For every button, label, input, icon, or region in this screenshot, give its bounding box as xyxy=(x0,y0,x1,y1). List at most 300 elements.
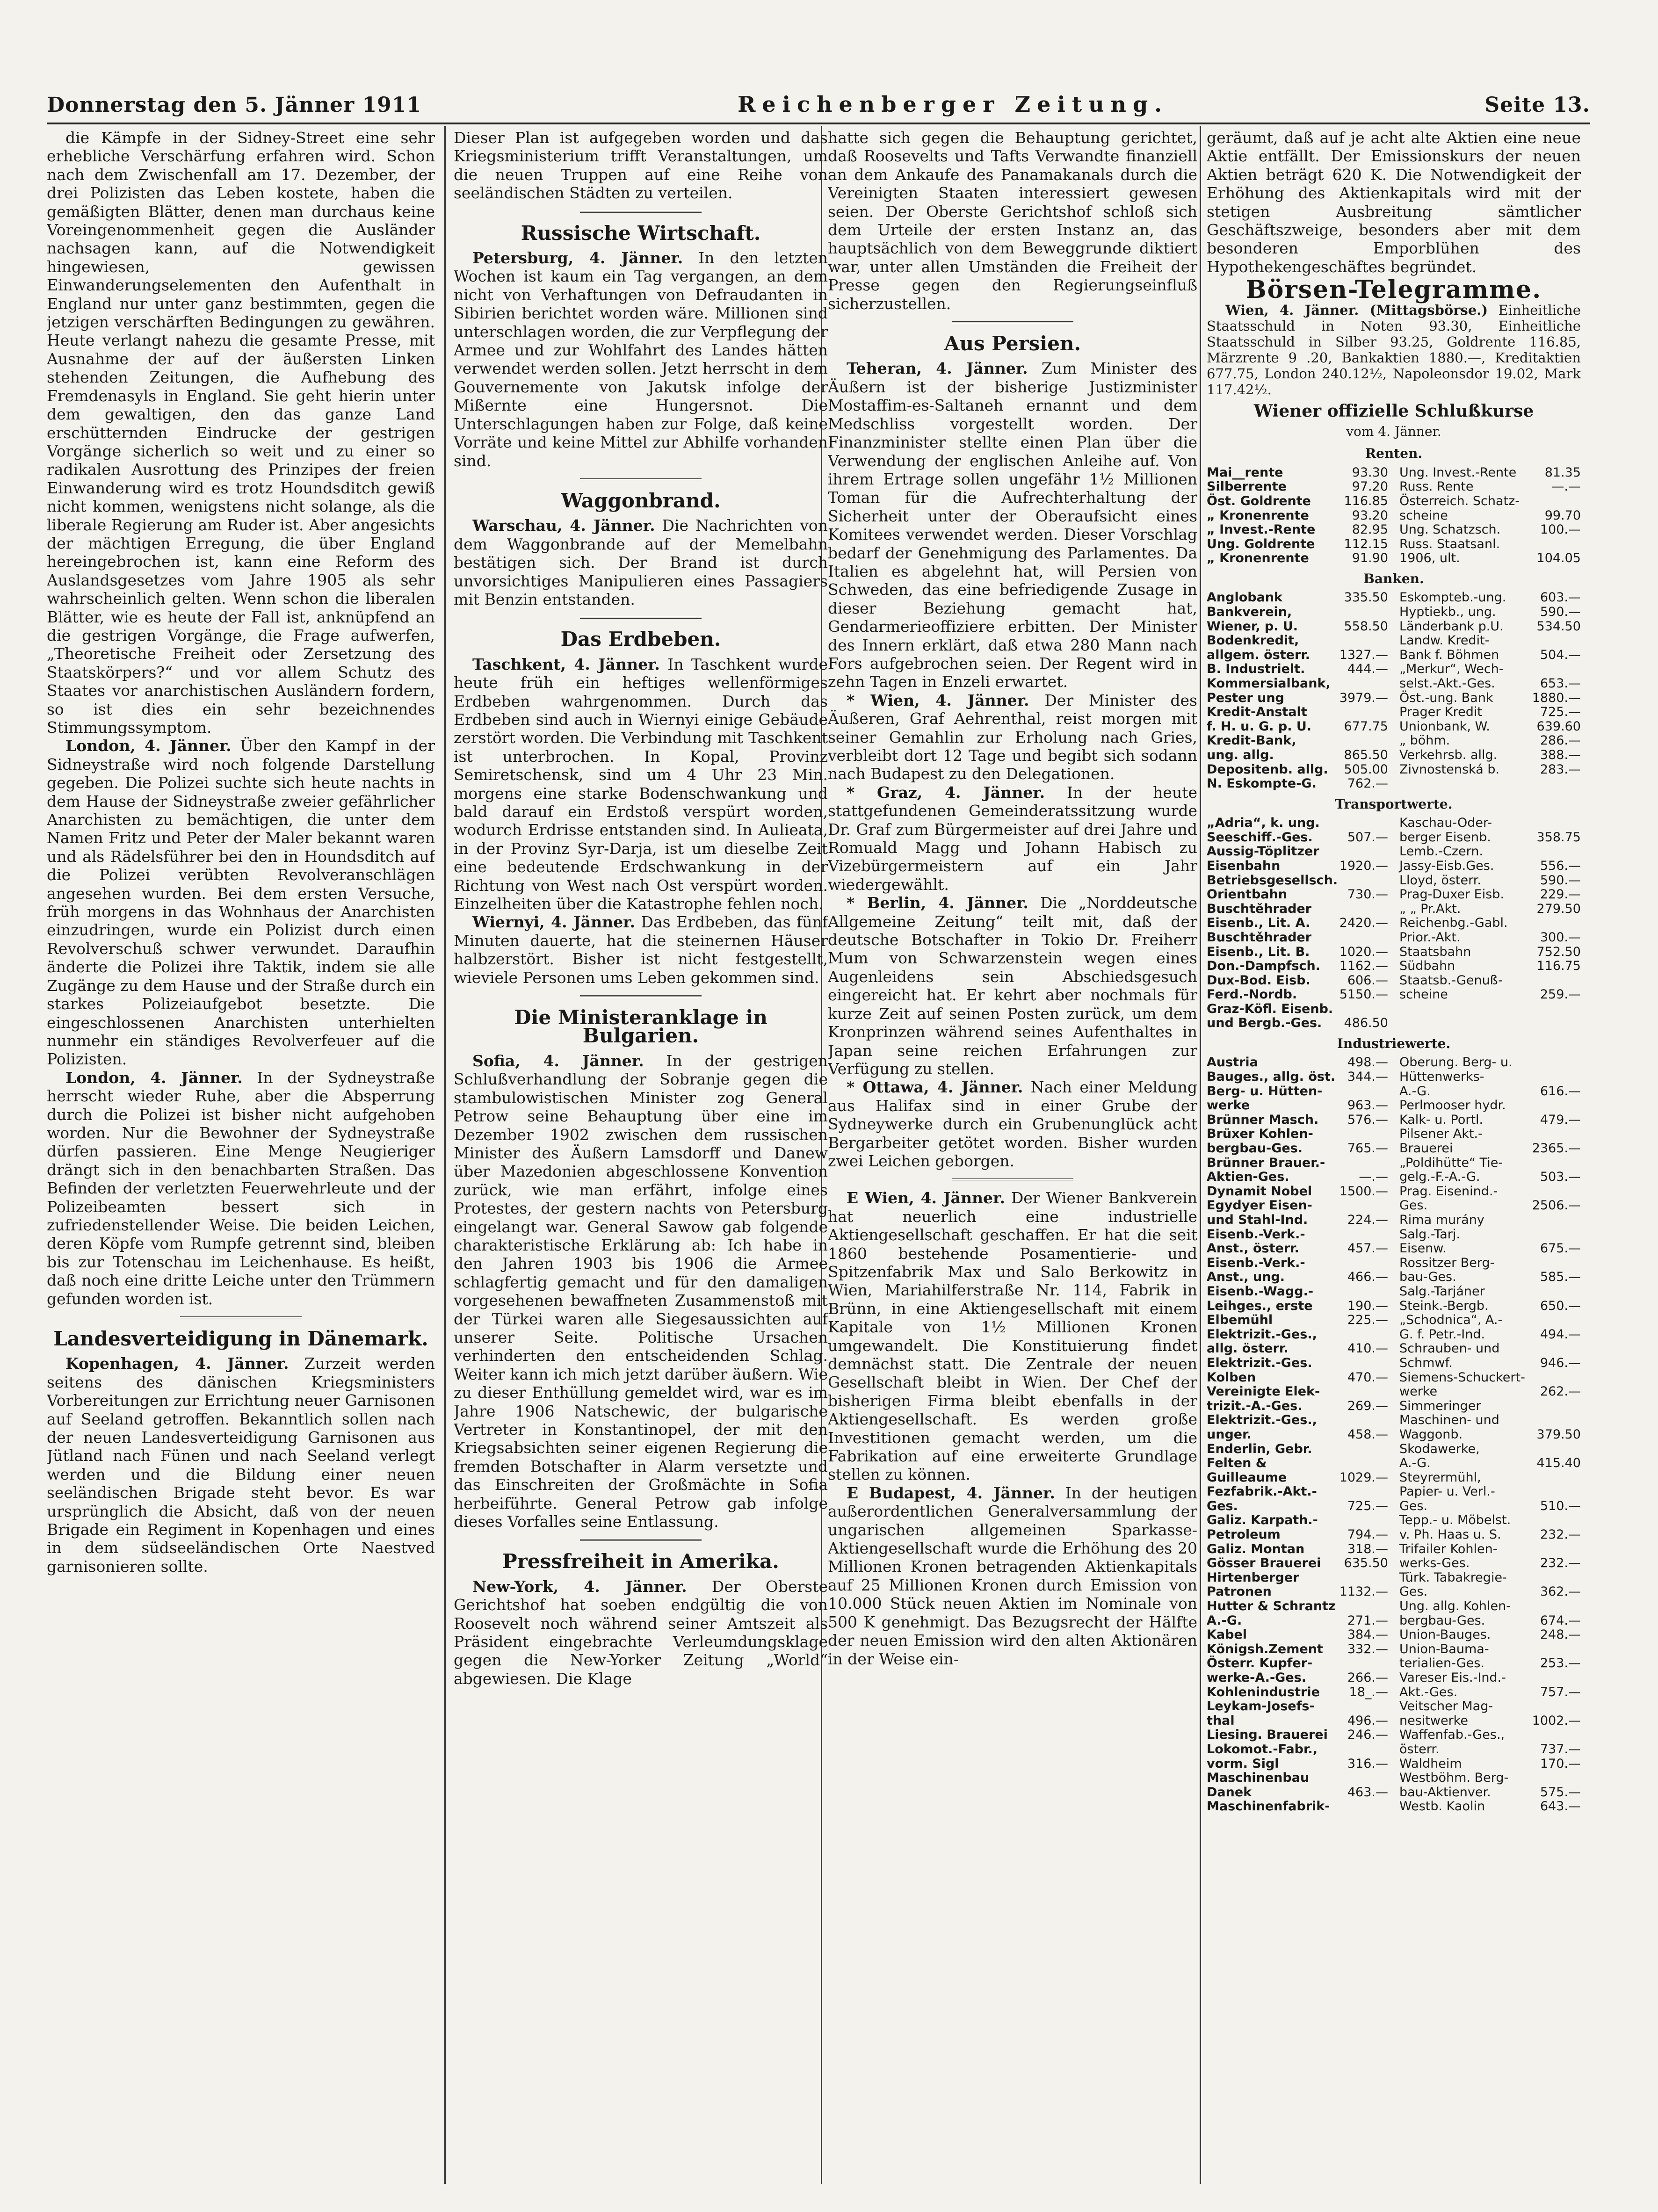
transport-table xyxy=(1207,816,1581,1031)
quote-value xyxy=(1579,1399,1581,1414)
security-name: Galiz. Karpath.- xyxy=(1207,1513,1318,1528)
security-name: Wiener, p. U. xyxy=(1207,619,1298,634)
quote-value: 737.— xyxy=(1540,1742,1581,1757)
quote-row xyxy=(1207,1399,1388,1414)
security-name: Kommersialbank, xyxy=(1207,676,1331,691)
security-name: Aktien-Ges. xyxy=(1207,1170,1289,1185)
security-name: Ges. xyxy=(1399,1498,1428,1513)
wien-boerse-report xyxy=(1207,302,1581,398)
quote-row xyxy=(1399,509,1581,523)
paragraph-text: Über den Kampf in der Sidneystraße wird noch folgende Darstellung gegeben. Die Polizei suchte sich heute nachts in dem Hause der Sidneystraße zweier gefährlicher Anarchisten zu bemächtigen, die unter dem Namen Fritz und Peter der Maler bekannt waren und als Rädelsführer bei den in Houndsditch auf die Polizei verübten Revolveranschlägen angesehen wurden. Bei dem ersten Versuche, früh morgens in das Wohnhaus der Anarchisten einzudringen, wurde ein Polizist durch einen Revolverschuß schwer verwundet. Daraufhin änderte die Polizei ihre Taktik, indem sie alle Zugänge zu dem Hause und der Straße durch ein starkes Polizeiaufgebot besetzte. Die eingeschlossenen Anarchisten unterhielten nunmehr ein ständiges Revolverfeuer auf die Polizisten. xyxy=(47,737,435,1069)
security-name: Union-Bauma- xyxy=(1399,1641,1489,1656)
article-paragraph xyxy=(828,359,1197,691)
quote-row xyxy=(1207,1571,1388,1585)
quote-row xyxy=(1399,591,1581,605)
quote-row xyxy=(1399,551,1581,566)
quote-value: 3979.— xyxy=(1339,690,1388,705)
quote-row xyxy=(1207,1757,1388,1771)
security-name: Königsh.Zement xyxy=(1207,1641,1323,1656)
article-paragraph xyxy=(828,894,1197,1078)
quote-row xyxy=(1207,662,1388,677)
quote-row xyxy=(1207,859,1388,874)
quote-row xyxy=(1399,677,1581,691)
quote-row xyxy=(1399,1413,1581,1428)
quote-value xyxy=(1386,1599,1388,1614)
security-name: Prager Kredit xyxy=(1399,705,1482,720)
dateline: * Wien, 4. Jänner. xyxy=(847,691,1029,709)
security-name: Danek xyxy=(1207,1785,1252,1800)
quote-value: 99.70 xyxy=(1544,508,1581,523)
quote-value: 730.— xyxy=(1347,887,1388,902)
security-name: Austria xyxy=(1207,1055,1258,1070)
quote-value: 534.50 xyxy=(1536,619,1581,634)
article-paragraph xyxy=(454,249,828,470)
quote-value: 93.30 xyxy=(1352,465,1388,480)
security-name: „Adria“, k. ung. xyxy=(1207,816,1320,831)
security-name: Don.-Dampfsch. xyxy=(1207,959,1321,974)
quote-row xyxy=(1399,874,1581,888)
security-name: Reichenbg.-Gabl. xyxy=(1399,916,1508,931)
quote-value: 190.— xyxy=(1347,1298,1388,1313)
quote-row xyxy=(1399,1385,1581,1399)
quote-value: 112.15 xyxy=(1344,536,1388,551)
industrie-left xyxy=(1207,1055,1388,1814)
quote-row xyxy=(1399,1685,1581,1700)
quote-row xyxy=(1207,1299,1388,1314)
quote-row xyxy=(1207,1170,1388,1185)
quote-value xyxy=(1579,916,1581,931)
quote-row xyxy=(1207,1084,1388,1099)
quote-row xyxy=(1207,1385,1388,1399)
paragraph-text: In der heute stattgefundenen Gemeinderatssitzung wurde Dr. Graf zum Bürgermeister auf drei Jahre und Romuald Magg und Johann Habisch zu Vizebürgermeistern auf ein Jahr wiedergewählt. xyxy=(828,783,1197,894)
quote-row xyxy=(1207,1542,1388,1557)
security-name: österr. xyxy=(1399,1742,1440,1757)
quote-row xyxy=(1399,620,1581,634)
quote-row xyxy=(1207,988,1388,1002)
quote-value xyxy=(1579,1771,1581,1786)
quote-value: 1132.— xyxy=(1339,1584,1388,1599)
quote-row xyxy=(1399,1728,1581,1742)
security-name: Russ. Staatsanl. xyxy=(1399,536,1500,551)
quote-row xyxy=(1399,1127,1581,1142)
security-name: Kolben xyxy=(1207,1370,1256,1385)
security-name: Unionbank, W. xyxy=(1399,719,1490,734)
quote-row xyxy=(1399,816,1581,831)
quote-value: —.— xyxy=(1551,479,1581,494)
security-name: Siemens-Schuckert- xyxy=(1399,1370,1525,1385)
quote-value: 1500.— xyxy=(1339,1184,1388,1199)
quote-value: 558.50 xyxy=(1344,619,1388,634)
quote-row xyxy=(1207,620,1388,634)
quote-value xyxy=(1579,1642,1581,1657)
quote-value xyxy=(1579,1671,1581,1685)
section-separator xyxy=(580,617,702,619)
article-paragraph xyxy=(828,691,1197,783)
quote-value xyxy=(1386,874,1388,888)
quote-row xyxy=(1399,1356,1581,1371)
quote-row xyxy=(1207,537,1388,552)
quote-value: 232.— xyxy=(1540,1556,1581,1571)
quote-value xyxy=(1386,734,1388,748)
quote-row xyxy=(1207,1771,1388,1786)
security-name: Jassy-Eisb.Ges. xyxy=(1399,858,1494,873)
quote-value: 104.05 xyxy=(1536,551,1581,566)
security-name: Eisenb.-Verk.- xyxy=(1207,1255,1305,1270)
quote-value: 590.— xyxy=(1540,605,1581,620)
quote-value: 100.— xyxy=(1540,522,1581,537)
security-name: werks-Ges. xyxy=(1399,1556,1470,1571)
transport-left xyxy=(1207,816,1388,1031)
quote-value: 1162.— xyxy=(1339,959,1388,974)
security-name: Ung. Schatzsch. xyxy=(1399,522,1501,537)
security-name: Berg- u. Hütten- xyxy=(1207,1084,1323,1099)
security-name: Brauerei xyxy=(1399,1141,1453,1156)
security-name: Österreich. Schatz- xyxy=(1399,494,1520,509)
headline-pressfreiheit: Pressfreiheit in Amerika. xyxy=(502,1550,779,1573)
quote-row xyxy=(1399,1256,1581,1271)
security-name: Eisenb., Lit. B. xyxy=(1207,944,1310,959)
section-separator xyxy=(580,211,702,213)
section-transport: Transportwerte. xyxy=(1335,796,1453,812)
security-name: werke xyxy=(1399,1384,1438,1399)
quote-value: 479.— xyxy=(1540,1112,1581,1127)
quote-row xyxy=(1207,1585,1388,1599)
banken-left xyxy=(1207,591,1388,791)
quote-value xyxy=(1386,1485,1388,1499)
quote-row xyxy=(1207,1656,1388,1671)
security-name: Waffenfab.-Ges., xyxy=(1399,1728,1505,1742)
quote-value xyxy=(1579,1699,1581,1714)
quote-value: 316.— xyxy=(1347,1756,1388,1771)
security-name: Liesing. Brauerei xyxy=(1207,1728,1328,1742)
quote-value: 232.— xyxy=(1540,1527,1581,1542)
quote-row xyxy=(1207,1671,1388,1685)
quote-row xyxy=(1207,648,1388,663)
security-name: Pilsener Akt.- xyxy=(1399,1127,1483,1142)
quote-row xyxy=(1207,1113,1388,1128)
newspaper-title: Reichenberger Zeitung. xyxy=(738,92,1169,117)
security-name: Papier- u. Verl.- xyxy=(1399,1484,1495,1499)
quote-value: 344.— xyxy=(1347,1070,1388,1084)
quote-row xyxy=(1399,1642,1581,1657)
dateline: Taschkent, 4. Jänner. xyxy=(472,655,660,673)
quote-row xyxy=(1399,691,1581,706)
dateline: Teheran, 4. Jänner. xyxy=(847,359,1028,378)
quote-value: 865.50 xyxy=(1344,747,1388,762)
paragraph-text: Die Nachrichten von dem Waggonbrande auf der Memelbahn bestätigen sich. Der Brand ist durch unvorsichtiges Manipulieren eines Passagiers mit Benzin entstanden. xyxy=(454,516,828,608)
quote-row xyxy=(1207,902,1388,917)
security-name: Salg.-Tarj. xyxy=(1399,1227,1460,1242)
security-name: Salg.-Tarjáner xyxy=(1399,1284,1485,1299)
quote-row xyxy=(1399,1714,1581,1728)
security-name: Lokomot.-Fabr., xyxy=(1207,1742,1318,1757)
quote-row xyxy=(1399,748,1581,763)
quote-value xyxy=(1386,1228,1388,1242)
quote-value xyxy=(1579,634,1581,648)
quote-value xyxy=(1386,1742,1388,1757)
quote-row xyxy=(1207,720,1388,734)
security-name: A.-G. xyxy=(1399,1084,1431,1099)
security-name: Anst., ung. xyxy=(1207,1270,1285,1285)
quote-value: 606.— xyxy=(1347,973,1388,988)
quote-value: 224.— xyxy=(1347,1213,1388,1227)
quote-row xyxy=(1207,1699,1388,1714)
quote-row xyxy=(1399,1786,1581,1800)
quote-value: 2365.— xyxy=(1532,1141,1581,1156)
security-name: Eisenb., Lit. A. xyxy=(1207,916,1310,931)
quote-value: 279.50 xyxy=(1536,901,1581,916)
banken-table xyxy=(1207,591,1581,791)
paragraph-text: Zum Minister des Äußern ist der bisherige Justizminister Mostaffim-es-Saltaneh ernannt und dem Medschliss vorgestellt worden. Der Finanzminister stellte einen Plan über die Verwendung der englischen Anleihe auf. Von ihrem Ertrage sollen ungefähr 1½ Millionen Toman für die Aufrechterhaltung der Sicherheit unter der Oberaufsicht eines Komitees verwendet werden. Dieser Vorschlag bedarf der Genehmigung des Parlamentes. Da Italien es abgelehnt hat, will Persien von Schweden, das eine befriedigende Zusage in dieser Beziehung gemacht hat, Gendarmerieoffiziere erbitten. Der Minister des Innern erklärt, daß etwa 280 Mann nach Fors aufgebrochen seien. Der Regent wird in zehn Tagen in Enzeli erwartet. xyxy=(828,359,1197,691)
quote-value xyxy=(1386,1256,1388,1271)
quote-row xyxy=(1399,537,1581,552)
security-name: Bankverein, xyxy=(1207,605,1292,620)
column-divider xyxy=(444,126,446,2184)
security-name: Eskompteb.-ung. xyxy=(1399,590,1506,605)
security-name: Öst.-ung. Bank xyxy=(1399,690,1493,705)
quote-value xyxy=(1579,1313,1581,1328)
quote-row xyxy=(1399,916,1581,931)
page-number: Seite 13. xyxy=(1484,93,1590,117)
quote-value xyxy=(1579,974,1581,988)
security-name: Prag. Eisenind.- xyxy=(1399,1184,1498,1199)
security-name: Steink.-Bergb. xyxy=(1399,1298,1489,1313)
quote-value: 674.— xyxy=(1540,1613,1581,1628)
section-separator xyxy=(952,1178,1073,1180)
quote-value: 765.— xyxy=(1347,1141,1388,1156)
quote-value: 1327.— xyxy=(1339,647,1388,662)
quote-row xyxy=(1399,1342,1581,1356)
quote-row xyxy=(1399,720,1581,734)
quote-value: 246.— xyxy=(1347,1728,1388,1742)
quote-value: 332.— xyxy=(1347,1641,1388,1656)
security-name: Staatsb.-Genuß- xyxy=(1399,973,1503,988)
quote-row xyxy=(1399,959,1581,974)
security-name: Orientbahn xyxy=(1207,887,1287,902)
security-name: f. H. u. G. p. U. xyxy=(1207,719,1312,734)
quote-row xyxy=(1207,1742,1388,1757)
quote-value: 1002.— xyxy=(1532,1713,1581,1728)
security-name: und Bergb.-Ges. xyxy=(1207,1016,1322,1031)
quote-value xyxy=(1386,1285,1388,1299)
security-name: Eisenbahn xyxy=(1207,858,1281,873)
renten-right xyxy=(1399,466,1581,566)
quote-value: 556.— xyxy=(1540,858,1581,873)
quote-row xyxy=(1399,1055,1581,1070)
quote-row xyxy=(1399,845,1581,859)
quote-row xyxy=(1399,931,1581,945)
quote-row xyxy=(1399,1556,1581,1571)
security-name: Ferd.-Nordb. xyxy=(1207,987,1297,1002)
dateline: E Budapest, 4. Jänner. xyxy=(847,1483,1055,1502)
quote-value: 576.— xyxy=(1347,1112,1388,1127)
dateline: * Berlin, 4. Jänner. xyxy=(847,894,1028,912)
quote-value xyxy=(1579,1485,1581,1499)
dateline: London, 4. Jänner. xyxy=(65,737,232,755)
quote-row xyxy=(1399,1499,1581,1514)
quote-value: 91.90 xyxy=(1352,551,1388,566)
article-paragraph xyxy=(828,1484,1197,1668)
paragraph-text: In der heutigen außerordentlichen Generalversammlung der ungarischen allgemeinen Sparkasse-Aktiengesellschaft wurde die Erhöhung des 20 Millionen Kronen betragenden Aktienkapitals auf 25 Millionen Kronen durch Emission von 10.000 Stück neuen Aktien im Nominale von 500 K genehmigt. Das Bezugsrecht der Hälfte der neuen Emission wird den alten Aktionären in der Weise ein- xyxy=(828,1483,1197,1668)
quote-row xyxy=(1207,816,1388,831)
quote-row xyxy=(1399,1328,1581,1342)
quote-value: 5150.— xyxy=(1339,987,1388,1002)
quote-value: 794.— xyxy=(1347,1527,1388,1542)
security-name: Kabel xyxy=(1207,1627,1247,1642)
security-name: Felten & xyxy=(1207,1456,1267,1471)
security-name: Bank f. Böhmen xyxy=(1399,647,1499,662)
security-name: Guilleaume xyxy=(1207,1470,1287,1485)
quote-row xyxy=(1399,1699,1581,1714)
security-name: Tepp.- u. Möbelst. xyxy=(1399,1513,1511,1528)
quote-value: 725.— xyxy=(1347,1498,1388,1513)
quote-row xyxy=(1207,1471,1388,1485)
quote-value: 675.— xyxy=(1540,1241,1581,1256)
quote-value: 379.50 xyxy=(1536,1427,1581,1442)
quote-row xyxy=(1399,1371,1581,1385)
quote-value: 97.20 xyxy=(1352,479,1388,494)
quote-row xyxy=(1399,1099,1581,1113)
security-name: Prior.-Akt. xyxy=(1399,930,1461,945)
dateline: * Graz, 4. Jänner. xyxy=(847,783,1045,802)
quote-value: 335.50 xyxy=(1344,590,1388,605)
dateline: London, 4. Jänner. xyxy=(65,1068,243,1087)
quote-value: 498.— xyxy=(1347,1055,1388,1070)
security-name: Steyrermühl, xyxy=(1399,1470,1481,1485)
article-paragraph xyxy=(47,737,435,1068)
headline-russische-wirtschaft: Russische Wirtschaft. xyxy=(521,221,761,245)
security-name: Brünner Masch. xyxy=(1207,1112,1319,1127)
quote-row xyxy=(1399,1614,1581,1628)
quote-row xyxy=(1207,1614,1388,1628)
security-name: Schrauben- und xyxy=(1399,1341,1500,1356)
quote-value xyxy=(1386,1513,1388,1528)
quote-value: 170.— xyxy=(1540,1756,1581,1771)
security-name: Waldheim xyxy=(1399,1756,1462,1771)
quote-value xyxy=(1386,1385,1388,1399)
quote-value xyxy=(1386,902,1388,917)
quote-row xyxy=(1207,1070,1388,1084)
paragraph-text: Der Oberste Gerichtshof hat soeben endgültig die von Roosevelt noch während seiner Amtszeit als Präsident eingebrachte Verleumdungsklage gegen die New-Yorker Zeitung „World“ abgewiesen. Die Klage xyxy=(454,1577,828,1688)
quote-value: 229.— xyxy=(1540,887,1581,902)
security-name: Kalk- u. Portl. xyxy=(1399,1112,1484,1127)
security-name: Leykam-Josefs- xyxy=(1207,1699,1315,1714)
security-name: Lemb.-Czern. xyxy=(1399,844,1483,859)
quote-row xyxy=(1207,1099,1388,1113)
quote-row xyxy=(1399,1270,1581,1285)
quote-row xyxy=(1207,1016,1388,1031)
paragraph-text: Die „Norddeutsche Allgemeine Zeitung“ teilt mit, daß der deutsche Botschafter in Tokio Dr. Freiherr Mum von Schwarzenstein wegen eines Augenleidens sein Abschiedsgesuch eingereicht hat. Er kehrt aber nochmals für kurze Zeit auf seinen Posten zurück, um dem Kronprinzen während seines Aufenthaltes in Japan seine reichen Erfahrungen zur Verfügung zu stellen. xyxy=(828,894,1197,1078)
column-1 xyxy=(47,129,435,2182)
headline-aus-persien: Aus Persien. xyxy=(944,332,1081,355)
security-name: Akt.-Ges. xyxy=(1399,1684,1458,1699)
article-paragraph xyxy=(454,913,828,987)
quote-row xyxy=(1399,1084,1581,1099)
quote-row xyxy=(1399,662,1581,677)
quote-value xyxy=(1579,1599,1581,1614)
headline-ministeranklage: Die Ministeranklage in Bulgarien. xyxy=(514,1006,767,1048)
quote-value: 504.— xyxy=(1540,647,1581,662)
security-name: Ges. xyxy=(1399,1198,1428,1213)
dateline: New-York, 4. Jänner. xyxy=(472,1577,687,1596)
paragraph-text: Das Erdbeben, das fünf Minuten dauerte, hat die steinernen Häuser halbzerstört. Bisher ist nicht festgestellt, wieviele Personen ums Leben gekommen sind. xyxy=(454,913,828,987)
quote-value: 725.— xyxy=(1540,705,1581,720)
quote-row xyxy=(1399,1656,1581,1671)
quote-value: 762.— xyxy=(1347,776,1388,791)
article-paragraph xyxy=(454,516,828,608)
security-name: Maschinenbau xyxy=(1207,1771,1310,1786)
security-name: Mai__rente xyxy=(1207,465,1283,480)
security-name: werke-A.-Ges. xyxy=(1207,1670,1306,1685)
security-name: Depositenb. allg. xyxy=(1207,762,1328,777)
paragraph-text: In Taschkent wurde heute früh ein heftiges wellenförmiges Erdbeben wahrgenommen. Durch das Erdbeben sind auch in Wiernyi einige Gebäude zerstört worden. Die Verbindung mit Taschkent ist unterbrochen. In Kopal, Provinz Semiretschensk, sind um 4 Uhr 23 Min. morgens eine starke Bodenschwankung und bald darauf ein Erdstoß verspürt worden, wodurch Erdrisse entstanden sind. In Aulieata, in der Provinz Syr-Darja, ist um dieselbe Zeit eine bedeutende Erdschwankung in der Richtung von West nach Ost verspürt worden. Einzelheiten über die Katastrophe fehlen noch. xyxy=(454,655,828,913)
quote-row xyxy=(1399,1199,1581,1213)
headline-waggonbrand: Waggonbrand. xyxy=(561,489,721,512)
quote-row xyxy=(1399,1528,1581,1542)
quote-value: 1920.— xyxy=(1339,858,1388,873)
article-paragraph xyxy=(47,1354,435,1576)
quote-row xyxy=(1399,1571,1581,1585)
security-name: A.-G. xyxy=(1399,1456,1431,1471)
security-name: Kohlenindustrie xyxy=(1207,1684,1320,1699)
quote-value: 470.— xyxy=(1347,1370,1388,1385)
security-name: nesitwerke xyxy=(1399,1713,1468,1728)
quote-value: 248.— xyxy=(1540,1627,1581,1642)
dateline: Sofia, 4. Jänner. xyxy=(472,1051,644,1070)
paragraph-text: Der Wiener Bankverein hat neuerlich eine industrielle Aktiengesellschaft geschaffen. Er hat die seit 1860 bestehende Posamentierie- und Spitzenfabrik Max und Salo Berkowitz in Wien, Mariahilferstraße Nr. 114, Fabrik in Brünn, in eine Aktiengesellschaft mit einem Kapitale von 1½ Millionen Kronen umgewandelt. Die Konstituierung findet demnächst statt. Die Zentrale der neuen Gesellschaft bleibt in Wien. Der Chef der bisherigen Firma bleibt ebenfalls in der Aktiengesellschaft. Es werden große Investitionen gemacht werden, um die Fabrikation auf eine erweiterte Grundlage stellen zu können. xyxy=(828,1189,1197,1484)
security-name: Bodenkredit, xyxy=(1207,633,1299,648)
security-name: Hüttenwerks- xyxy=(1399,1070,1484,1084)
quote-row xyxy=(1399,1185,1581,1199)
security-name: „ Kronenrente xyxy=(1207,508,1309,523)
quote-value: 575.— xyxy=(1540,1785,1581,1800)
quote-value xyxy=(1579,816,1581,831)
quote-value: 946.— xyxy=(1540,1355,1581,1370)
quote-row xyxy=(1207,845,1388,859)
security-name: allg. österr. xyxy=(1207,1341,1289,1356)
quote-value: 590.— xyxy=(1540,873,1581,888)
quote-row xyxy=(1399,859,1581,874)
quote-value: 444.— xyxy=(1347,662,1388,677)
column-4 xyxy=(1207,129,1581,2182)
quote-row xyxy=(1207,1313,1388,1328)
quote-value xyxy=(1386,677,1388,691)
paragraph-text: Zurzeit werden seitens des dänischen Kriegsministers Vorbereitungen zur Errichtung neuer Garnisonen auf Seeland getroffen. Bekanntlich sollen nach der neuen Landesverteidigung Garnisonen aus Jütland nach Fünen und nach Seeland verlegt werden und die Bildung einer neuen seeländischen Brigade steht bevor. Es war ursprünglich die Absicht, daß von der neuen Brigade ein Regiment in Kopenhagen und eines in dem südseeländischen Orte Naestved garnisonieren sollte. xyxy=(47,1354,435,1576)
security-name: Skodawerke, xyxy=(1399,1441,1480,1456)
quote-row xyxy=(1207,1714,1388,1728)
security-name: ung. allg. xyxy=(1207,747,1274,762)
quote-row xyxy=(1207,466,1388,480)
quote-value xyxy=(1579,1371,1581,1385)
quote-row xyxy=(1399,1156,1581,1171)
quote-value: 225.— xyxy=(1347,1313,1388,1328)
security-name: Öst. Goldrente xyxy=(1207,494,1311,509)
security-name: Perlmooser hydr. xyxy=(1399,1098,1506,1113)
quote-value xyxy=(1386,1771,1388,1786)
quote-value xyxy=(1386,634,1388,648)
dateline: Wiernyi, 4. Jänner. xyxy=(472,913,635,932)
quote-row xyxy=(1207,1499,1388,1514)
security-name: Vareser Eis.-Ind.- xyxy=(1399,1670,1506,1685)
security-name: berger Eisenb. xyxy=(1399,830,1491,845)
security-name: Dynamit Nobel xyxy=(1207,1184,1312,1199)
renten-table xyxy=(1207,466,1581,566)
security-name: Kredit-Anstalt xyxy=(1207,705,1307,720)
security-name: G. f. Petr.-Ind. xyxy=(1399,1327,1485,1342)
security-name: Elektrizit.-Ges., xyxy=(1207,1413,1317,1428)
headline-landesverteidigung: Landesverteidigung in Dänemark. xyxy=(53,1327,428,1350)
security-name: Kredit-Bank, xyxy=(1207,733,1296,748)
